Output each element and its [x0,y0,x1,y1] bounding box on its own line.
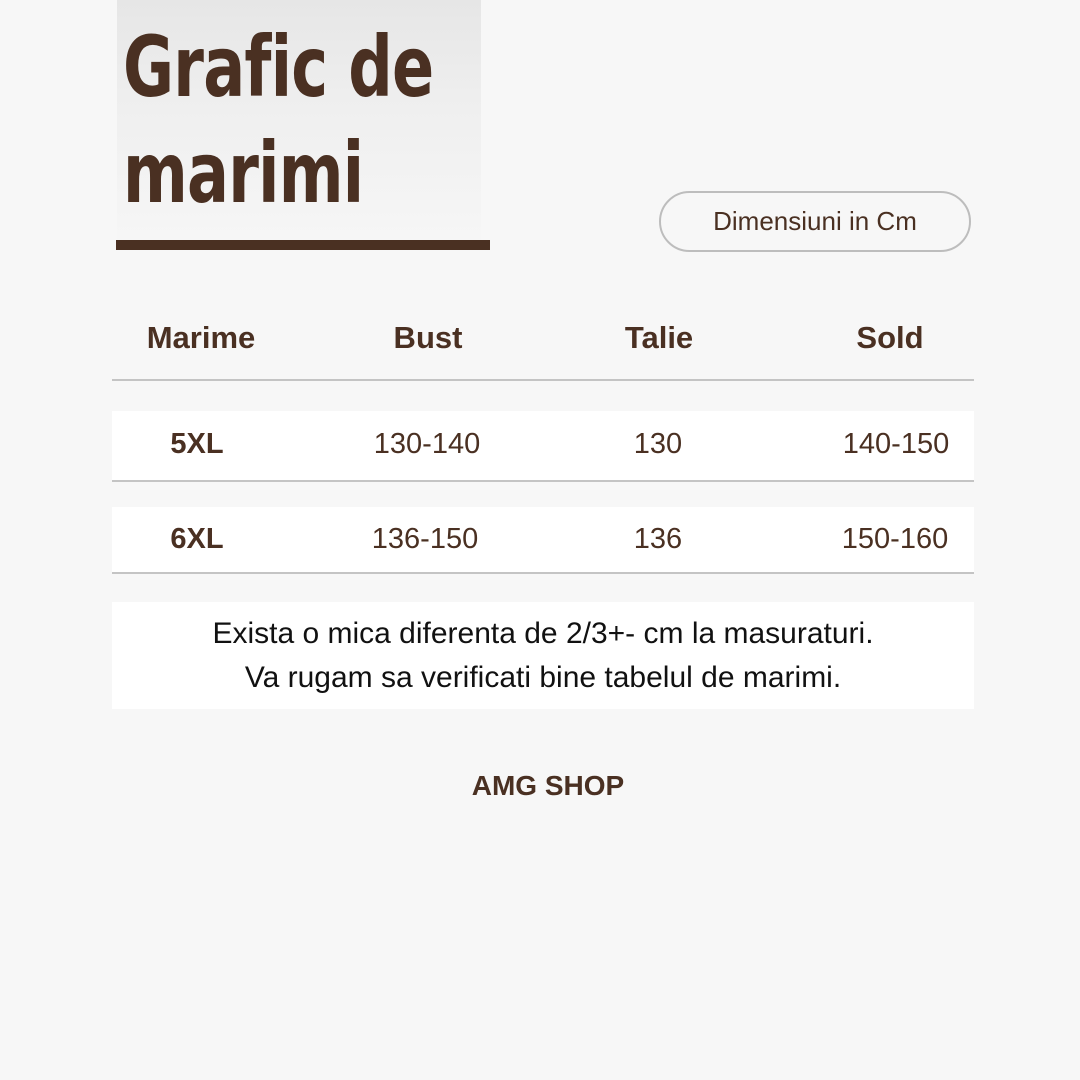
size-cell: 5XL [170,428,224,460]
column-header-waist: Talie [624,320,694,355]
hip-cell: 150-160 [841,523,949,555]
title-line-2: marimi [123,124,364,222]
table-row [112,507,974,574]
waist-cell: 130 [633,428,683,460]
bust-cell: 136-150 [371,523,479,555]
column-header-bust: Bust [393,320,463,355]
table-row [112,411,974,482]
bust-cell: 130-140 [373,428,481,460]
hip-cell: 140-150 [842,428,950,460]
size-cell: 6XL [170,523,224,555]
title-line-1: Grafic de [123,18,434,116]
header-divider [112,379,974,381]
table-header [112,300,974,380]
note-line-2: Va rugam sa verificati bine tabelul de marimi. [244,661,842,694]
measurement-note [112,602,974,709]
page-title [123,14,433,226]
title-underline [116,240,490,250]
brand-name: AMG SHOP [471,770,625,801]
column-header-size: Marime [146,320,256,355]
note-line-1: Exista o mica diferenta de 2/3+- cm la masuraturi. [212,617,874,650]
unit-badge: Dimensiuni in Cm [659,191,971,252]
waist-cell: 136 [633,523,683,555]
column-header-hip: Sold [856,320,924,355]
